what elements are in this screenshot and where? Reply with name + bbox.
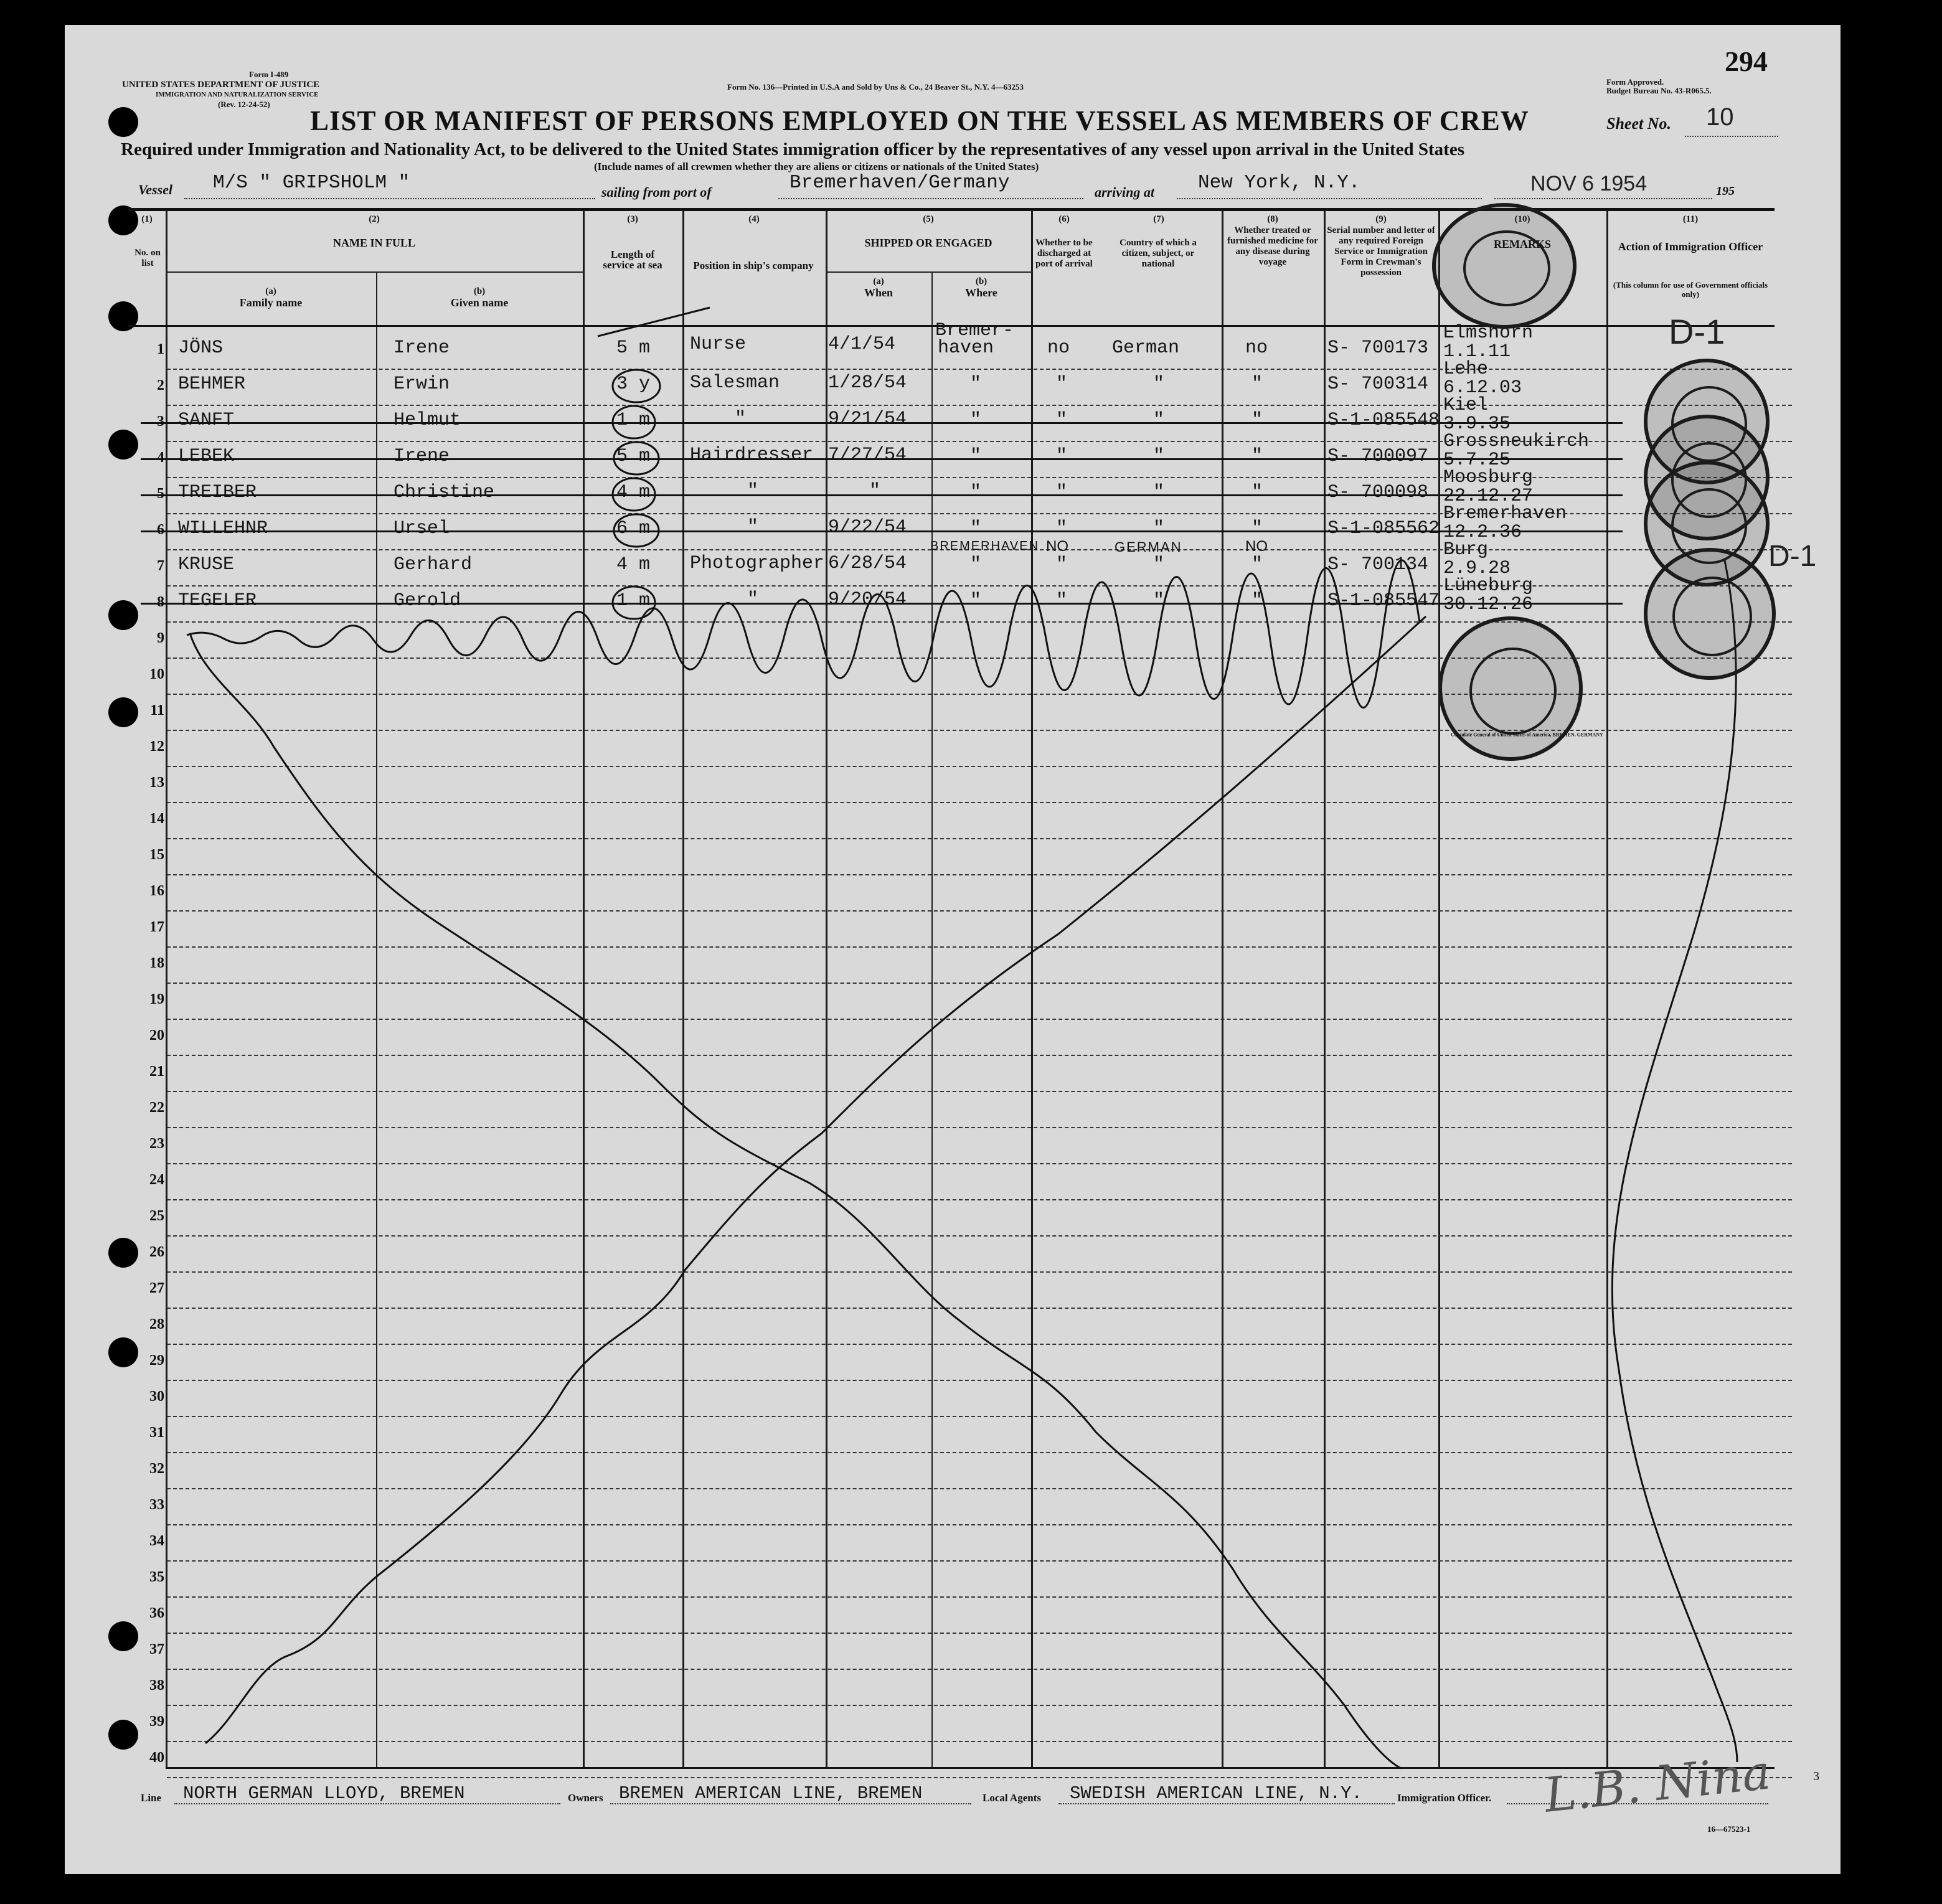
row-number: 35 bbox=[149, 1569, 164, 1585]
birth-date: 22.12.27 bbox=[1443, 486, 1534, 507]
shipped-where: " bbox=[970, 518, 982, 539]
country: " bbox=[1153, 554, 1165, 575]
arrival-date: NOV 6 1954 bbox=[1530, 172, 1647, 196]
serial-number: S-1-085548 bbox=[1327, 410, 1440, 431]
footer-officer-label: Immigration Officer. bbox=[1397, 1792, 1492, 1804]
serial-number: S- 700173 bbox=[1327, 337, 1429, 359]
country: " bbox=[1153, 590, 1165, 611]
row-number: 34 bbox=[149, 1533, 164, 1549]
country: " bbox=[1153, 518, 1165, 539]
stamp-caption: Consulate General of United States of America, BREMEN, GERMANY bbox=[1451, 732, 1603, 738]
family-name: KRUSE bbox=[178, 554, 235, 575]
action-mark: D-1 bbox=[1768, 540, 1817, 573]
row-number: 15 bbox=[149, 847, 164, 863]
col5a-num: (a) bbox=[873, 276, 884, 286]
country: German bbox=[1112, 337, 1180, 359]
subtitle: Required under Immigration and Nationality Act, to be delivered to the United States immigration officer by the representatives of any vessel upon arrival in the United States bbox=[121, 139, 1464, 159]
medicine: " bbox=[1251, 518, 1263, 539]
row-number: 24 bbox=[149, 1172, 164, 1188]
discharged: " bbox=[1056, 410, 1068, 431]
sailing-port: Bremerhaven/Germany bbox=[790, 172, 1010, 194]
row-number: 40 bbox=[149, 1750, 164, 1766]
col2a-num: (a) bbox=[265, 286, 276, 296]
row-number: 30 bbox=[149, 1388, 164, 1405]
shipped-when: 7/27/54 bbox=[828, 445, 907, 466]
medicine: no bbox=[1245, 337, 1268, 359]
col2-label: NAME IN FULL bbox=[332, 237, 415, 249]
birth-place: Lüneburg bbox=[1443, 575, 1534, 596]
approval: Form Approved. bbox=[1606, 77, 1664, 87]
col9-num: (9) bbox=[1375, 214, 1387, 224]
cross-line-descending bbox=[191, 635, 1401, 1768]
row-number: 23 bbox=[149, 1136, 164, 1152]
col6-num: (6) bbox=[1058, 214, 1070, 224]
medicine: " bbox=[1251, 554, 1263, 575]
service: IMMIGRATION AND NATURALIZATION SERVICE bbox=[156, 91, 319, 98]
footer-owners: BREMEN AMERICAN LINE, BREMEN bbox=[619, 1783, 923, 1804]
position: Nurse bbox=[690, 334, 747, 355]
row-number: 32 bbox=[149, 1461, 164, 1477]
sailing-label: sailing from port of bbox=[601, 184, 712, 200]
budget: Budget Bureau No. 43-R065.5. bbox=[1606, 86, 1712, 95]
row-number: 16 bbox=[149, 883, 164, 899]
row-number: 29 bbox=[149, 1352, 164, 1369]
shipped-where: " bbox=[970, 590, 982, 611]
given-name: Helmut bbox=[394, 410, 461, 431]
col10-label: REMARKS bbox=[1493, 238, 1551, 250]
row-number: 39 bbox=[149, 1713, 164, 1730]
position: " bbox=[747, 517, 759, 538]
country: " bbox=[1153, 482, 1165, 503]
row-number: 18 bbox=[149, 955, 164, 971]
birth-date: 30.12.26 bbox=[1443, 594, 1534, 615]
col7-label: Country of which a citizen, subject, or national bbox=[1119, 238, 1197, 269]
given-name: Ursel bbox=[394, 518, 450, 539]
revision: (Rev. 12-24-52) bbox=[218, 100, 270, 109]
country: " bbox=[1153, 410, 1165, 431]
row-number: 17 bbox=[149, 919, 164, 935]
given-name: Christine bbox=[394, 482, 495, 503]
row-number: 6 bbox=[157, 522, 164, 538]
medicine: " bbox=[1251, 590, 1263, 611]
length-of-service: 3 y bbox=[616, 374, 651, 395]
row-number: 22 bbox=[149, 1100, 164, 1116]
service-circle bbox=[613, 587, 655, 619]
discharged: no bbox=[1047, 337, 1070, 359]
consulate-seal bbox=[1438, 616, 1583, 761]
row-number: 31 bbox=[149, 1425, 164, 1441]
col1-label: No. on list bbox=[134, 248, 161, 268]
footer-owners-label: Owners bbox=[568, 1792, 603, 1804]
service-circle bbox=[613, 370, 660, 402]
line-underline bbox=[174, 1803, 560, 1804]
shipped-where: Bremer- bbox=[935, 320, 1014, 341]
length-of-service: 1 m bbox=[616, 590, 651, 611]
col10-num: (10) bbox=[1514, 214, 1530, 224]
department: UNITED STATES DEPARTMENT OF JUSTICE bbox=[122, 80, 320, 90]
arriving-port: New York, N.Y. bbox=[1198, 172, 1360, 194]
serial-number: S- 700314 bbox=[1327, 374, 1429, 395]
shipped-where: " bbox=[970, 410, 982, 431]
medicine: " bbox=[1251, 446, 1263, 467]
footer-line: NORTH GERMAN LLOYD, BREMEN bbox=[183, 1783, 465, 1804]
birth-place: Moosburg bbox=[1443, 467, 1534, 488]
col11-label: Action of Immigration Officer bbox=[1618, 240, 1763, 253]
col1-num: (1) bbox=[141, 214, 153, 224]
birth-place: Elmshorn bbox=[1443, 323, 1534, 344]
family-name: JÖNS bbox=[178, 337, 224, 359]
discharged: " bbox=[1056, 590, 1068, 611]
given-name: Irene bbox=[394, 446, 450, 467]
row-number: 2 bbox=[157, 377, 164, 394]
printer-note: Form No. 136—Printed in U.S.A and Sold by Uns & Co., 24 Beaver St., N.Y. 4—63253 bbox=[727, 82, 1024, 92]
shipped-when: 9/20/54 bbox=[828, 589, 907, 610]
handwritten-where: BREMERHAVEN bbox=[930, 539, 1039, 553]
action-mark: D-1 bbox=[1669, 312, 1725, 351]
birth-place: Burg bbox=[1443, 539, 1489, 560]
shipped-when: 1/28/54 bbox=[828, 372, 907, 394]
shipped-where-2: haven bbox=[938, 337, 994, 359]
consulate-seal bbox=[1644, 548, 1776, 680]
serial-number: S-1-085562 bbox=[1327, 518, 1440, 539]
shipped-where: " bbox=[970, 446, 982, 467]
row-number: 12 bbox=[149, 738, 164, 755]
page-mark: 3 bbox=[1813, 1770, 1819, 1783]
family-name: LEBEK bbox=[178, 446, 235, 467]
row-number: 7 bbox=[157, 558, 164, 574]
serial-number: S- 700097 bbox=[1327, 446, 1429, 467]
row-number: 25 bbox=[149, 1208, 164, 1224]
birth-date: 3.9.35 bbox=[1443, 413, 1511, 435]
birth-date: 1.1.11 bbox=[1443, 341, 1511, 362]
col3-num: (3) bbox=[627, 214, 638, 224]
given-name: Gerold bbox=[394, 590, 461, 611]
service-circle bbox=[613, 406, 655, 438]
shipped-where: " bbox=[970, 374, 982, 395]
col11-num: (11) bbox=[1682, 214, 1699, 224]
service-circle bbox=[614, 514, 659, 547]
birth-date: 5.7.25 bbox=[1443, 450, 1511, 471]
row-number: 14 bbox=[149, 811, 164, 827]
footer-line-label: Line bbox=[141, 1792, 162, 1804]
col2a-label: Family name bbox=[239, 296, 303, 309]
col6-label: Whether to be discharged at port of arrival bbox=[1035, 238, 1093, 269]
col7-num: (7) bbox=[1153, 214, 1164, 224]
row-number: 21 bbox=[149, 1063, 164, 1080]
birth-date: 2.9.28 bbox=[1443, 558, 1511, 579]
position: Hairdresser bbox=[690, 445, 814, 466]
handwritten-discharged: NO bbox=[1046, 538, 1068, 555]
country: " bbox=[1153, 446, 1165, 467]
service-circle bbox=[614, 442, 659, 474]
row-number: 5 bbox=[157, 486, 164, 502]
length-of-service: 4 m bbox=[616, 482, 651, 503]
cross-line-ascending bbox=[205, 616, 1426, 1743]
col11-sub: (This column for use of Government officials only) bbox=[1613, 280, 1768, 299]
family-name: TREIBER bbox=[178, 482, 257, 503]
officer-signature: L.B. Nina bbox=[1542, 1744, 1773, 1823]
row-number: 1 bbox=[157, 341, 164, 357]
col5-label: SHIPPED OR ENGAGED bbox=[864, 237, 992, 249]
footer-agents-label: Local Agents bbox=[983, 1792, 1041, 1804]
row-number: 27 bbox=[149, 1280, 164, 1296]
agents-underline bbox=[1058, 1803, 1395, 1804]
footer-code: 16—67523-1 bbox=[1707, 1824, 1751, 1834]
shipped-when: " bbox=[869, 481, 881, 502]
col8-num: (8) bbox=[1267, 214, 1278, 224]
length-of-service: 1 m bbox=[616, 410, 651, 431]
col5b-label: Where bbox=[965, 286, 997, 299]
col2b-num: (b) bbox=[473, 286, 486, 296]
birth-place: Bremerhaven bbox=[1443, 503, 1567, 524]
vessel-label: Vessel bbox=[138, 182, 172, 197]
family-name: BEHMER bbox=[178, 374, 246, 395]
row-number: 4 bbox=[157, 450, 164, 466]
form-id: Form I-489 bbox=[249, 70, 289, 79]
discharged: " bbox=[1056, 554, 1068, 575]
row-number: 28 bbox=[149, 1316, 164, 1332]
row-number: 9 bbox=[157, 630, 164, 646]
position: Photographer bbox=[690, 553, 825, 574]
col3-label: Length of service at sea bbox=[603, 248, 662, 271]
row-number: 26 bbox=[149, 1244, 164, 1260]
wavy-cancel-line bbox=[187, 560, 1420, 708]
row-number: 20 bbox=[149, 1027, 164, 1044]
position: " bbox=[747, 589, 759, 610]
col9-label: Serial number and letter of any required Foreign Service or Immigration Form in Crewman's possession bbox=[1327, 225, 1435, 278]
given-name: Erwin bbox=[394, 374, 450, 395]
serial-number: S- 700134 bbox=[1327, 554, 1429, 575]
medicine: " bbox=[1251, 482, 1263, 503]
discharged: " bbox=[1056, 518, 1068, 539]
birth-date: 6.12.03 bbox=[1443, 377, 1522, 398]
arriving-label: arriving at bbox=[1095, 184, 1154, 200]
birth-place: Lehe bbox=[1443, 359, 1489, 380]
col5b-num: (b) bbox=[975, 276, 987, 286]
sheet-label: Sheet No. bbox=[1606, 115, 1671, 133]
handwritten-country: GERMAN bbox=[1115, 539, 1182, 555]
row-number: 38 bbox=[149, 1677, 164, 1694]
shipped-when: 4/1/54 bbox=[828, 334, 896, 355]
shipped-when: 9/21/54 bbox=[828, 408, 907, 430]
country: " bbox=[1153, 374, 1165, 395]
col5-num: (5) bbox=[923, 214, 934, 224]
page-number: 294 bbox=[1725, 45, 1768, 77]
row-number: 37 bbox=[149, 1641, 164, 1657]
row-number: 10 bbox=[149, 666, 164, 682]
row-number: 36 bbox=[149, 1605, 164, 1621]
shipped-where: " bbox=[970, 554, 982, 575]
shipped-when: 9/22/54 bbox=[828, 517, 907, 538]
row-number: 11 bbox=[150, 702, 164, 719]
length-of-service: 5 m bbox=[616, 337, 651, 359]
owners-underline bbox=[610, 1803, 971, 1804]
consulate-seal bbox=[1432, 203, 1577, 329]
discharged: " bbox=[1056, 374, 1068, 395]
col4-num: (4) bbox=[748, 214, 760, 224]
row-number: 8 bbox=[157, 594, 164, 610]
family-name: TEGELER bbox=[178, 590, 257, 611]
discharged: " bbox=[1056, 482, 1068, 503]
row-number: 33 bbox=[149, 1497, 164, 1513]
medicine: " bbox=[1251, 410, 1263, 431]
shipped-where: " bbox=[970, 482, 982, 503]
serial-number: S-1-085547 bbox=[1327, 590, 1440, 611]
birth-place: Kiel bbox=[1443, 395, 1489, 416]
serial-number: S- 700098 bbox=[1327, 482, 1429, 503]
header-note: (Include names of all crewmen whether they are aliens or citizens or nationals of the United States) bbox=[594, 161, 1039, 172]
row-number: 19 bbox=[149, 991, 164, 1007]
col2-num: (2) bbox=[369, 214, 380, 224]
action-column-line bbox=[1612, 560, 1737, 1762]
col2b-label: Given name bbox=[450, 296, 509, 309]
col5a-label: When bbox=[864, 286, 893, 299]
shipped-when: 6/28/54 bbox=[828, 553, 907, 574]
family-name: SANFT bbox=[178, 410, 235, 431]
row-number: 13 bbox=[149, 775, 164, 791]
birth-place: Grossneukirch bbox=[1443, 431, 1590, 452]
row-number: 3 bbox=[157, 413, 164, 430]
service-slash bbox=[598, 308, 710, 336]
length-of-service: 5 m bbox=[616, 446, 651, 467]
medicine: " bbox=[1251, 374, 1263, 395]
officer-underline bbox=[1507, 1803, 1768, 1804]
discharged: " bbox=[1056, 446, 1068, 467]
position: Salesman bbox=[690, 372, 780, 394]
length-of-service: 4 m bbox=[616, 554, 651, 575]
position: " bbox=[735, 408, 747, 430]
given-name: Irene bbox=[394, 337, 450, 359]
birth-date: 12.2.36 bbox=[1443, 522, 1522, 543]
length-of-service: 6 m bbox=[616, 518, 651, 539]
footer-agents: SWEDISH AMERICAN LINE, N.Y. bbox=[1070, 1783, 1362, 1804]
given-name: Gerhard bbox=[394, 554, 473, 575]
vessel-name: M/S " GRIPSHOLM " bbox=[213, 172, 410, 194]
handwritten-medicine: NO bbox=[1245, 538, 1268, 555]
year-suffix: 195 bbox=[1716, 184, 1735, 198]
col4-label: Position in ship's company bbox=[693, 260, 814, 271]
col8-label: Whether treated or furnished medicine for any disease during voyage bbox=[1227, 225, 1318, 267]
sheet-number: 10 bbox=[1706, 103, 1734, 131]
page-title: LIST OR MANIFEST OF PERSONS EMPLOYED ON THE VESSEL AS MEMBERS OF CREW bbox=[310, 105, 1529, 136]
position: " bbox=[747, 481, 759, 502]
family-name: WILLEHNR bbox=[178, 518, 268, 539]
service-circle bbox=[613, 478, 655, 511]
table-bottom-rule bbox=[166, 1767, 1775, 1769]
